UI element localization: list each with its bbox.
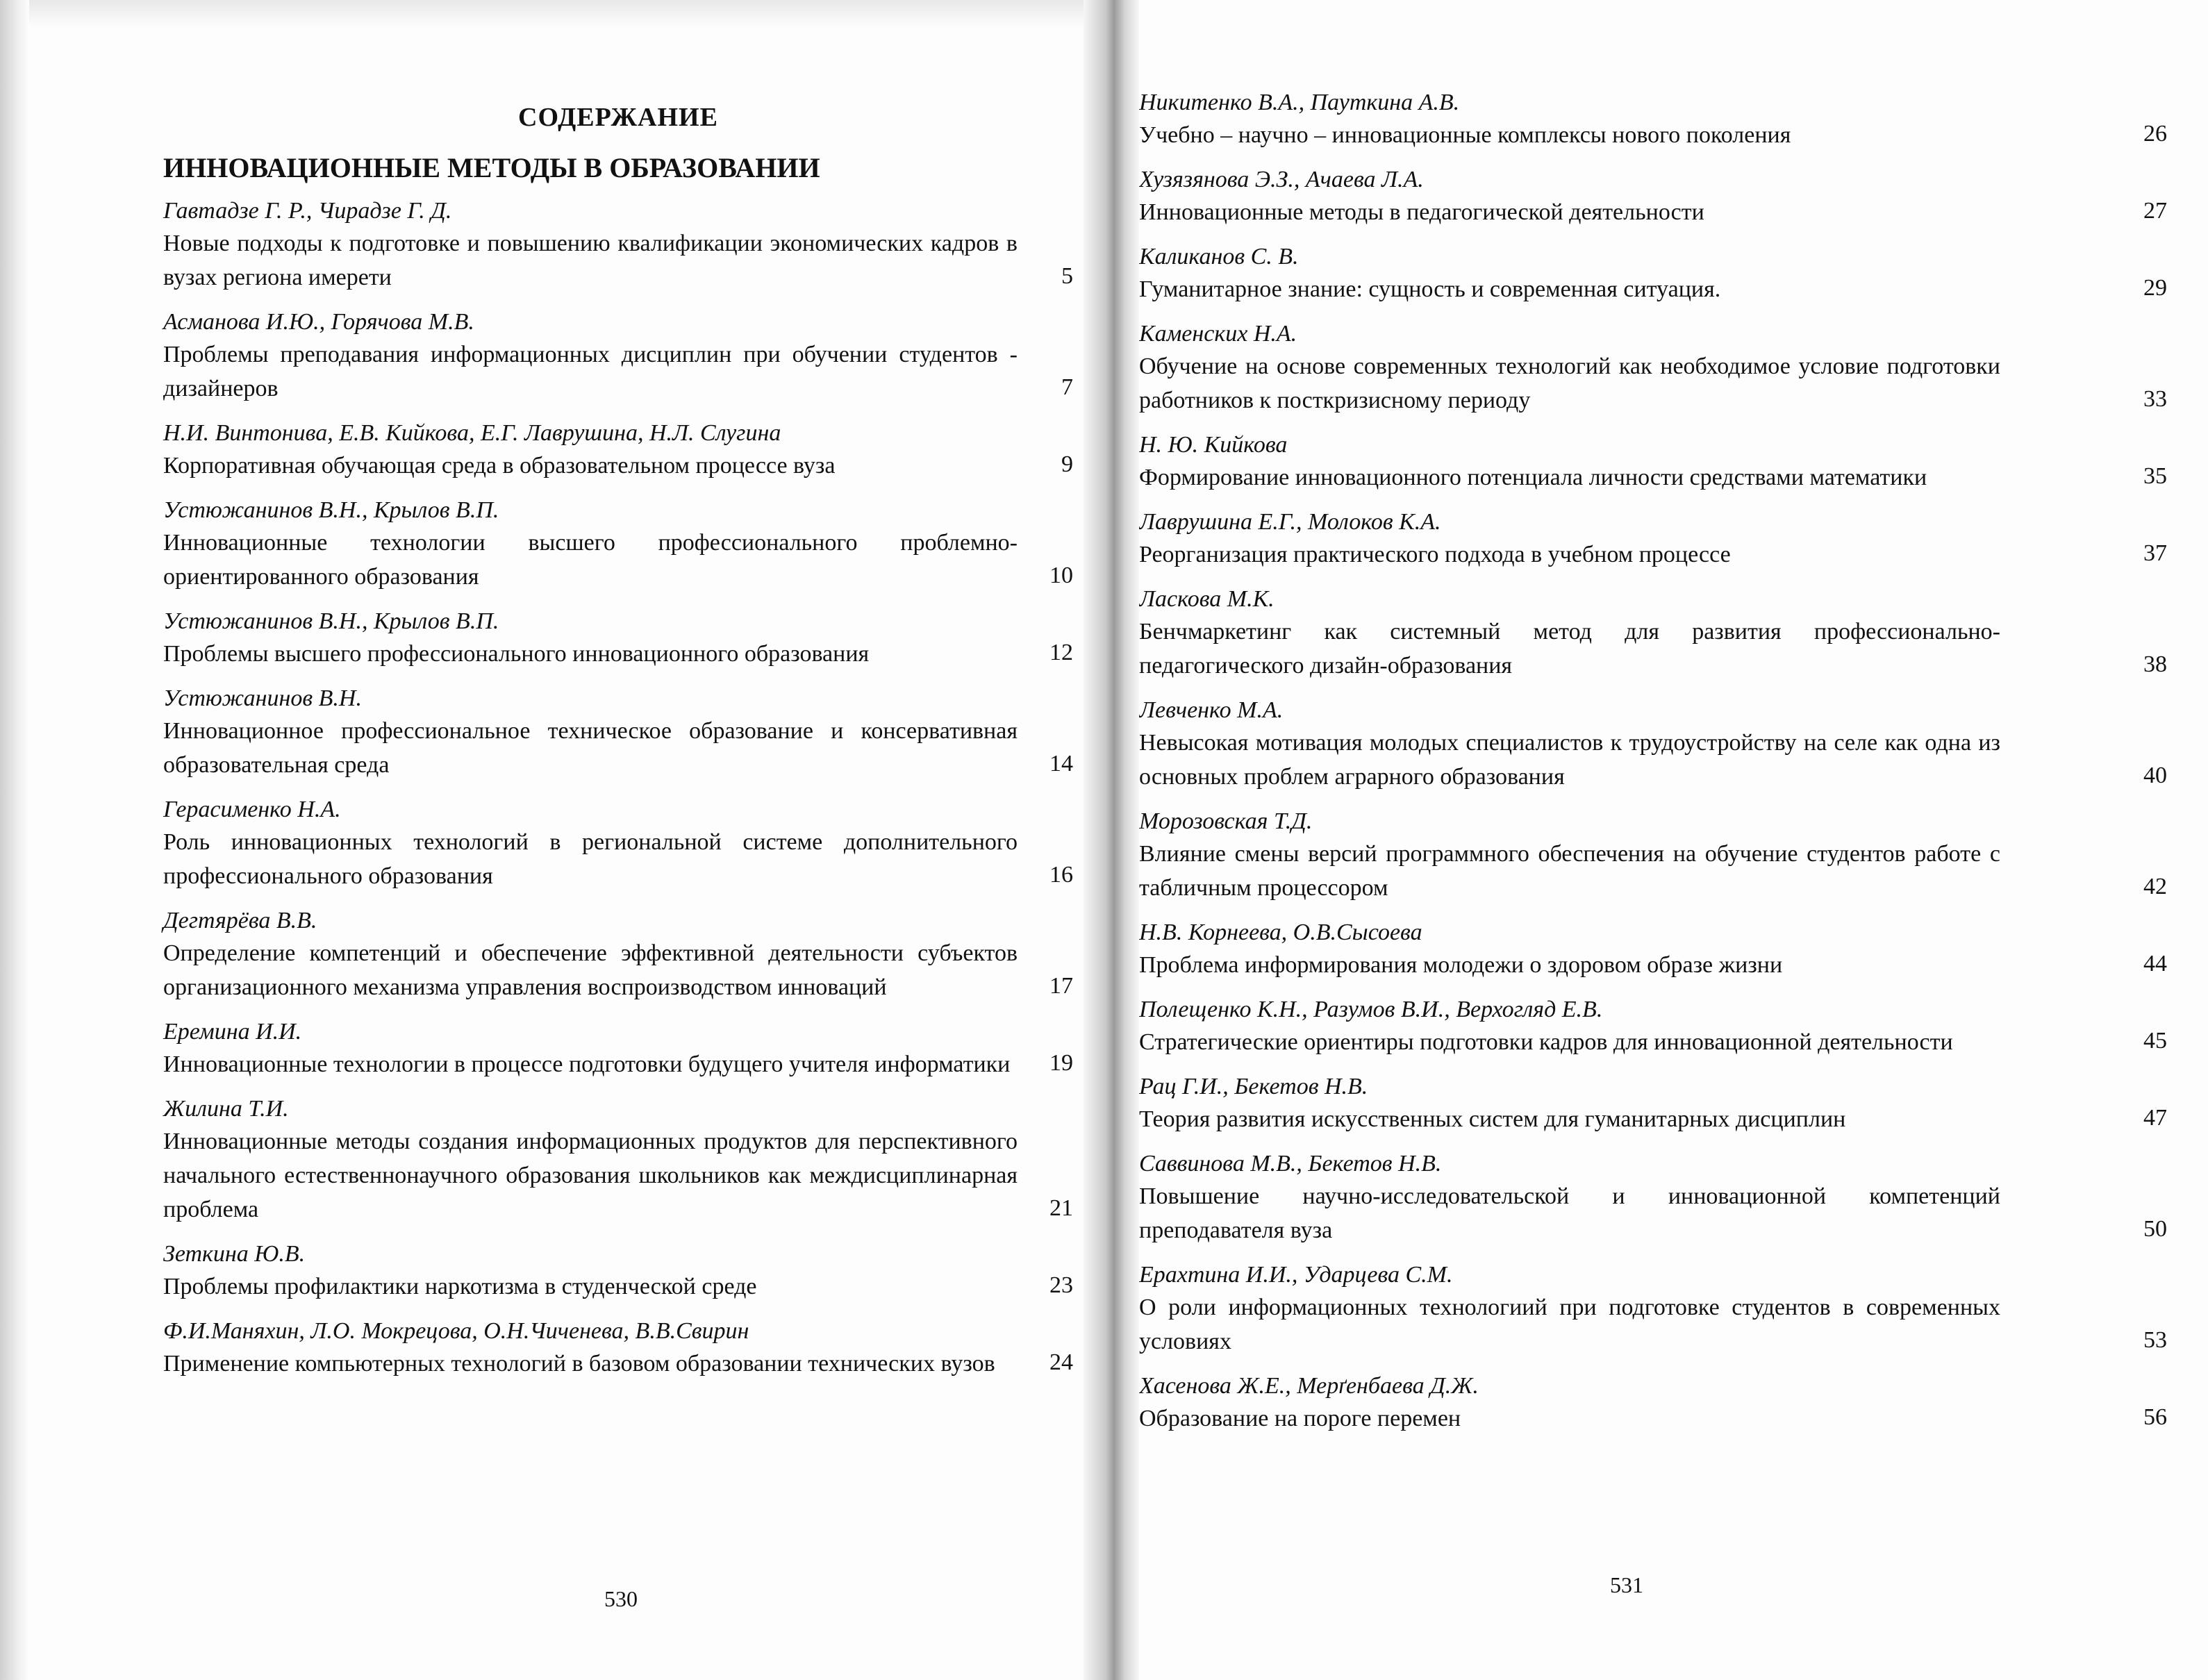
- left-page-content: [163, 97, 1073, 1393]
- toc-entry-page-number: 9: [1061, 451, 1073, 477]
- toc-entry-page-number: 17: [1049, 973, 1073, 999]
- page-edge-shadow: [0, 0, 29, 1680]
- toc-entry: [163, 418, 1073, 483]
- toc-entry-title: Проблема информирования молодежи о здоровом образе жизни: [1139, 952, 1783, 978]
- toc-entry-title: Проблемы профилактики наркотизма в студенческой среде: [163, 1274, 757, 1299]
- toc-entry: [163, 495, 1073, 594]
- toc-entry-title: Проблемы высшего профессионального инновационного образования: [163, 641, 870, 667]
- toc-entry: [163, 606, 1073, 671]
- toc-entry: [1139, 1149, 2167, 1247]
- toc-entry: [163, 1239, 1073, 1304]
- toc-entry-page-number: 33: [2143, 386, 2167, 412]
- toc-entry-authors: Каменских Н.А.: [1139, 321, 1297, 347]
- toc-entry: [1139, 1371, 2167, 1436]
- toc-entry-title: Новые подходы к подготовке и повышению квалификации экономических кадров в вузах региона имерети: [163, 231, 1018, 290]
- toc-entry-page-number: 56: [2143, 1404, 2167, 1430]
- toc-entry-authors: Ласкова М.К.: [1139, 586, 1275, 612]
- toc-entry: [1139, 917, 2167, 982]
- toc-entry-title: Формирование инновационного потенциала личности средствами математики: [1139, 465, 1927, 490]
- toc-entry-authors: Левченко М.А.: [1139, 697, 1284, 723]
- toc-entry-authors: Дегтярёва В.В.: [163, 908, 317, 933]
- toc-entry-authors: Полещенко К.Н., Разумов В.И., Верхогляд Е.В.: [1139, 997, 1603, 1022]
- toc-entry-page-number: 27: [2143, 198, 2167, 224]
- toc-entry-page-number: 35: [2143, 463, 2167, 489]
- book-gutter: [1084, 0, 1139, 1680]
- toc-entry-authors: Еремина И.И.: [163, 1019, 302, 1045]
- toc-entry-page-number: 14: [1049, 751, 1073, 776]
- right-page-content: [1139, 88, 2167, 1448]
- toc-entry-page-number: 50: [2143, 1216, 2167, 1242]
- toc-entry-authors: Ф.И.Маняхин, Л.О. Мокрецова, О.Н.Чиченева, В.В.Свирин: [163, 1318, 749, 1344]
- toc-entry-title: Инновационные методы в педагогической деятельности: [1139, 199, 1704, 225]
- toc-entry-authors: Хузязянова Э.З., Ачаева Л.А.: [1139, 167, 1424, 192]
- toc-entry-title: Применение компьютерных технологий в базовом образовании технических вузов: [163, 1351, 995, 1377]
- toc-entry-page-number: 38: [2143, 651, 2167, 677]
- toc-entry: [163, 307, 1073, 406]
- toc-entry-authors: Герасименко Н.А.: [163, 797, 341, 822]
- toc-entry-title: Влияние смены версий программного обеспечения на обучение студентов работе с табличным процессором: [1139, 841, 2000, 901]
- page-number: 530: [604, 1586, 638, 1611]
- toc-entry-list: [1139, 88, 2167, 1436]
- toc-entry: [163, 1094, 1073, 1226]
- toc-entry-authors: Н.В. Корнеева, О.В.Сысоева: [1139, 920, 1422, 945]
- toc-entry: [1139, 584, 2167, 683]
- toc-title: СОДЕРЖАНИЕ: [518, 103, 718, 132]
- toc-entry-list: [163, 196, 1073, 1381]
- toc-entry-title: Невысокая мотивация молодых специалистов к трудоустройству на селе как одна из основных проблем аграрного образования: [1139, 730, 2000, 790]
- toc-entry: [163, 795, 1073, 893]
- toc-entry: [1139, 995, 2167, 1059]
- toc-entry: [1139, 430, 2167, 494]
- toc-entry-title: Определение компетенций и обеспечение эффективной деятельности субъектов организационного механизма управления воспроизводством инноваций: [163, 940, 1018, 1000]
- toc-entry: [1139, 88, 2167, 152]
- toc-entry: [1139, 242, 2167, 306]
- toc-entry: [1139, 507, 2167, 572]
- toc-entry-page-number: 47: [2143, 1105, 2167, 1131]
- toc-entry-page-number: 5: [1061, 263, 1073, 289]
- toc-entry-page-number: 29: [2143, 275, 2167, 301]
- toc-entry-page-number: 16: [1049, 862, 1073, 888]
- toc-entry-authors: Морозовская Т.Д.: [1139, 808, 1313, 834]
- toc-entry-title: О роли информационных технологиий при подготовке студентов в современных условиях: [1139, 1295, 2000, 1354]
- toc-entry: [163, 196, 1073, 294]
- toc-entry-title: Инновационное профессиональное техническое образование и консервативная образовательная среда: [163, 718, 1018, 778]
- toc-entry-authors: Никитенко В.А., Пауткина А.В.: [1139, 90, 1460, 115]
- toc-entry-page-number: 12: [1049, 640, 1073, 665]
- toc-entry-title: Обучение на основе современных технологий как необходимое условие подготовки работников к посткризисному периоду: [1139, 354, 2000, 413]
- toc-entry-authors: Устюжанинов В.Н., Крылов В.П.: [163, 608, 499, 634]
- toc-entry-page-number: 26: [2143, 121, 2167, 147]
- toc-entry-authors: Устюжанинов В.Н.: [163, 685, 362, 711]
- toc-entry-authors: Гавтадзе Г. Р., Чирадзе Г. Д.: [163, 198, 452, 224]
- toc-entry-title: Инновационные технологии в процессе подготовки будущего учителя информатики: [163, 1051, 1011, 1077]
- toc-entry-page-number: 19: [1049, 1050, 1073, 1076]
- toc-entry-title: Образование на пороге перемен: [1139, 1406, 1461, 1431]
- toc-entry-title: Бенчмаркетинг как системный метод для развития профессионально-педагогического дизайн-образования: [1139, 619, 2000, 679]
- toc-entry-authors: Н. Ю. Кийкова: [1139, 432, 1288, 458]
- toc-entry-title: Роль инновационных технологий в региональной системе дополнительного профессионального образования: [163, 829, 1018, 889]
- toc-entry-title: Учебно – научно – инновационные комплексы нового поколения: [1139, 122, 1791, 148]
- toc-entry-page-number: 23: [1049, 1272, 1073, 1298]
- toc-entry-authors: Каликанов С. В.: [1139, 244, 1299, 269]
- toc-entry-authors: Ерахтина И.И., Ударцева С.М.: [1139, 1262, 1453, 1288]
- right-page: [1111, 0, 2208, 1680]
- toc-entry-title: Реорганизация практического подхода в учебном процессе: [1139, 542, 1731, 567]
- toc-entry-title: Повышение научно-исследовательской и инновационной компетенций преподавателя вуза: [1139, 1183, 2000, 1243]
- page-number: 531: [1610, 1572, 1643, 1597]
- toc-entry-page-number: 53: [2143, 1327, 2167, 1353]
- page-shadow: [0, 0, 1111, 28]
- toc-entry-title: Стратегические ориентиры подготовки кадров для инновационной деятельности: [1139, 1029, 1953, 1055]
- toc-entry-title: Гуманитарное знание: сущность и современная ситуация.: [1139, 276, 1721, 302]
- toc-entry-title: Теория развития искусственных систем для гуманитарных дисциплин: [1139, 1106, 1846, 1132]
- toc-entry-title: Корпоративная обучающая среда в образовательном процессе вуза: [163, 453, 836, 479]
- toc-entry-authors: Жилина Т.И.: [163, 1096, 289, 1122]
- toc-entry-page-number: 21: [1049, 1195, 1073, 1221]
- toc-entry-authors: Рац Г.И., Бекетов Н.В.: [1139, 1074, 1368, 1099]
- toc-entry-authors: Лаврушина Е.Г., Молоков К.А.: [1139, 509, 1441, 535]
- toc-entry: [163, 906, 1073, 1004]
- toc-entry: [1139, 165, 2167, 229]
- toc-entry: [163, 1017, 1073, 1081]
- toc-entry: [1139, 806, 2167, 905]
- toc-entry-title: Инновационные методы создания информационных продуктов для перспективного начального естественнонаучного образования школьников как междисциплинарная проблема: [163, 1129, 1018, 1222]
- toc-entry: [1139, 319, 2167, 417]
- section-title: ИННОВАЦИОННЫЕ МЕТОДЫ В ОБРАЗОВАНИИ: [163, 152, 820, 183]
- toc-entry-authors: Устюжанинов В.Н., Крылов В.П.: [163, 497, 499, 523]
- toc-entry: [1139, 1260, 2167, 1358]
- toc-entry-page-number: 7: [1061, 374, 1073, 400]
- toc-entry-authors: Н.И. Винтонива, Е.В. Кийкова, Е.Г. Лаврушина, Н.Л. Слугина: [163, 420, 781, 446]
- toc-entry-page-number: 45: [2143, 1028, 2167, 1054]
- toc-entry-authors: Асманова И.Ю., Горячова М.В.: [163, 309, 474, 335]
- toc-entry-title: Инновационные технологии высшего профессионального проблемно-ориентированного образования: [163, 530, 1018, 590]
- toc-entry-page-number: 44: [2143, 951, 2167, 976]
- toc-entry-page-number: 10: [1049, 563, 1073, 588]
- toc-entry-title: Проблемы преподавания информационных дисциплин при обучении студентов - дизайнеров: [163, 342, 1018, 401]
- toc-entry: [163, 683, 1073, 782]
- toc-entry-authors: Саввинова М.В., Бекетов Н.В.: [1139, 1151, 1442, 1176]
- toc-entry-page-number: 40: [2143, 763, 2167, 788]
- toc-entry: [1139, 695, 2167, 794]
- toc-entry: [1139, 1072, 2167, 1136]
- toc-entry-page-number: 24: [1049, 1349, 1073, 1375]
- toc-entry-authors: Хасенова Ж.Е., Мерґенбаева Д.Ж.: [1139, 1373, 1479, 1399]
- toc-entry-page-number: 37: [2143, 540, 2167, 566]
- toc-entry-page-number: 42: [2143, 874, 2167, 899]
- toc-entry-authors: Зеткина Ю.В.: [163, 1241, 306, 1267]
- toc-entry: [163, 1316, 1073, 1381]
